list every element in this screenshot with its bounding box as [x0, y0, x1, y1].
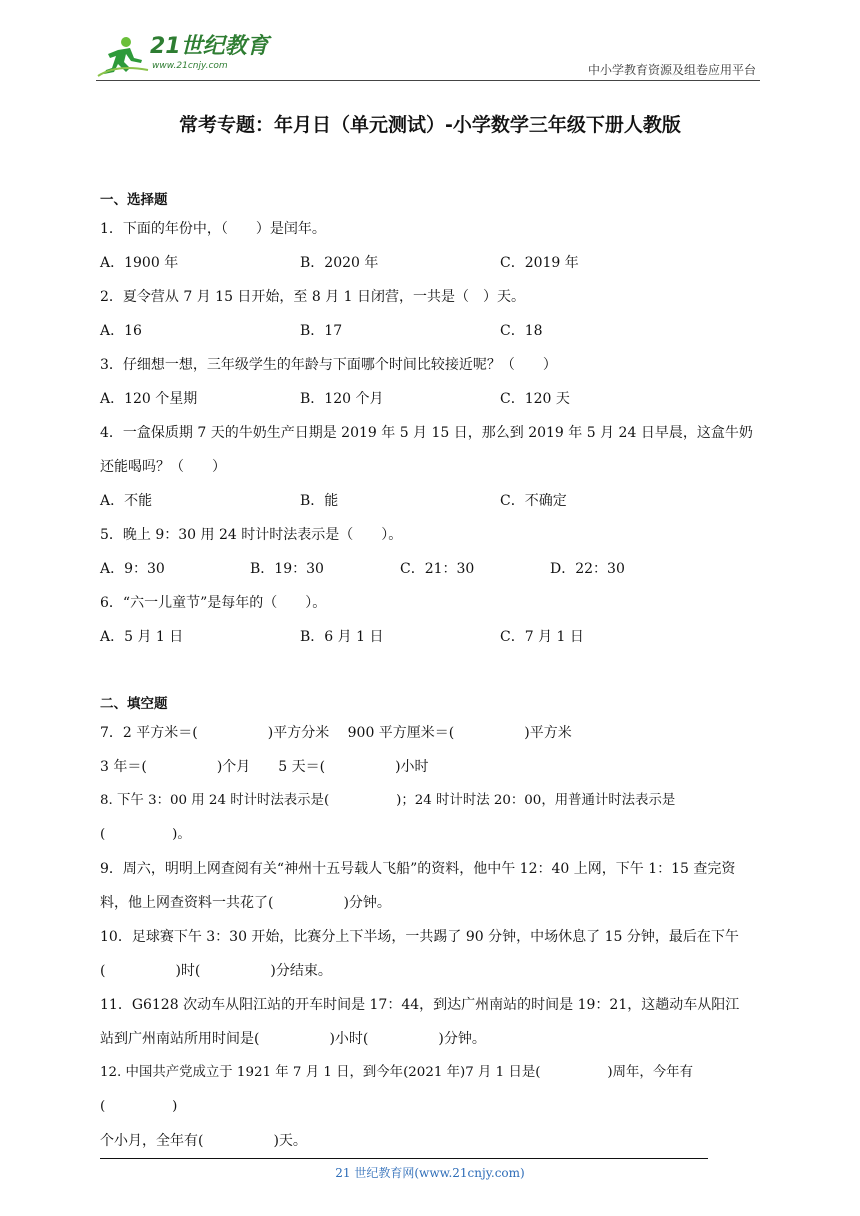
option-a: A．5 月 1 日 [100, 629, 184, 645]
option-a: A．不能 [100, 493, 153, 509]
question-2: 2．夏令营从 7 月 15 日开始，至 8 月 1 日闭营，一共是（ ）天。 [100, 289, 526, 305]
question-9-line-1: 9．周六，明明上网查阅有关“神州十五号载人飞船”的资料，他中午 12：40 上网，下午 1：15 查完资 [100, 861, 736, 877]
question-4-options [100, 484, 764, 518]
footer-divider [100, 1158, 708, 1159]
question-9-line-2: 料，他上网查资料一共花了( )分钟。 [100, 895, 391, 911]
option-a: A．1900 年 [100, 255, 179, 271]
option-c: C．7 月 1 日 [500, 629, 584, 645]
page-title: 常考专题：年月日（单元测试）-小学数学三年级下册人教版 [179, 114, 681, 136]
option-d: D．22：30 [550, 561, 625, 577]
exam-content [100, 188, 764, 1158]
logo-url: www.21cnjy.com [152, 61, 228, 71]
option-b: B．120 个月 [300, 391, 384, 407]
section-heading-fill: 二、填空题 [100, 696, 168, 712]
question-4-line-1: 4．一盒保质期 7 天的牛奶生产日期是 2019 年 5 月 15 日，那么到 2019 年 5 月 24 日早晨，这盒牛奶 [100, 425, 753, 441]
question-5-options [100, 552, 764, 586]
question-3-options [100, 382, 764, 416]
logo-text [150, 34, 290, 72]
runner-logo-icon [96, 34, 150, 78]
question-10-line-2: ( )时( )分结束。 [100, 963, 332, 979]
question-6: 6．“六一儿童节”是每年的（ ）。 [100, 595, 327, 611]
option-c: C．18 [500, 323, 543, 339]
question-1-options [100, 246, 764, 280]
header-divider [96, 80, 760, 81]
section-spacer [100, 654, 764, 692]
question-2-options [100, 314, 764, 348]
option-c: C．120 天 [500, 391, 570, 407]
option-b: B．能 [300, 493, 339, 509]
option-c: C．21：30 [400, 561, 475, 577]
question-6-options [100, 620, 764, 654]
option-b: B．2020 年 [300, 255, 379, 271]
option-a: A．16 [100, 323, 142, 339]
logo [96, 34, 150, 78]
option-b: B．17 [300, 323, 343, 339]
question-1: 1．下面的年份中，（ ）是闰年。 [100, 221, 326, 237]
question-4-line-2: 还能喝吗？（ ） [100, 459, 226, 475]
option-c: C．2019 年 [500, 255, 579, 271]
question-5: 5．晚上 9：30 用 24 时计时法表示是（ ）。 [100, 527, 403, 543]
question-7-line-1: 7．2 平方米＝( )平方分米 900 平方厘米＝( )平方米 [100, 725, 572, 741]
question-11-line-2: 站到广州南站所用时间是( )小时( )分钟。 [100, 1031, 486, 1047]
page-header [0, 0, 860, 90]
question-10-line-1: 10．足球赛下午 3：30 开始，比赛分上下半场，一共踢了 90 分钟，中场休息了 15 分钟，最后在下午 [100, 929, 739, 945]
option-a: A．9：30 [100, 561, 165, 577]
question-8: 8. 下午 3：00 用 24 时计时法表示是( )；24 时计时法 20：00，用普通计时法表示是( )。 [100, 793, 676, 842]
question-11-line-1: 11．G6128 次动车从阳江站的开车时间是 17：44，到达广州南站的时间是 19：21，这趟动车从阳江 [100, 997, 740, 1013]
option-b: B．19：30 [250, 561, 324, 577]
section-heading-choice: 一、选择题 [100, 192, 168, 208]
option-b: B．6 月 1 日 [300, 629, 384, 645]
footer-text: 21 世纪教育网(www.21cnjy.com) [335, 1166, 525, 1180]
question-7-line-2: 3 年＝( )个月 5 天＝( )小时 [100, 759, 429, 775]
question-12-line-2: 个小月，全年有( )天。 [100, 1133, 307, 1149]
option-c: C．不确定 [500, 493, 567, 509]
header-platform-text: 中小学教育资源及组卷应用平台 [587, 63, 756, 77]
question-3: 3．仔细想一想，三年级学生的年龄与下面哪个时间比较接近呢？（ ） [100, 357, 557, 373]
logo-title: 21世纪教育 [150, 34, 269, 59]
question-12-line-1: 12. 中国共产党成立于 1921 年 7 月 1 日，到今年(2021 年)7 月 1 日是( )周年，今年有( ) [100, 1065, 693, 1114]
option-a: A．120 个星期 [100, 391, 198, 407]
